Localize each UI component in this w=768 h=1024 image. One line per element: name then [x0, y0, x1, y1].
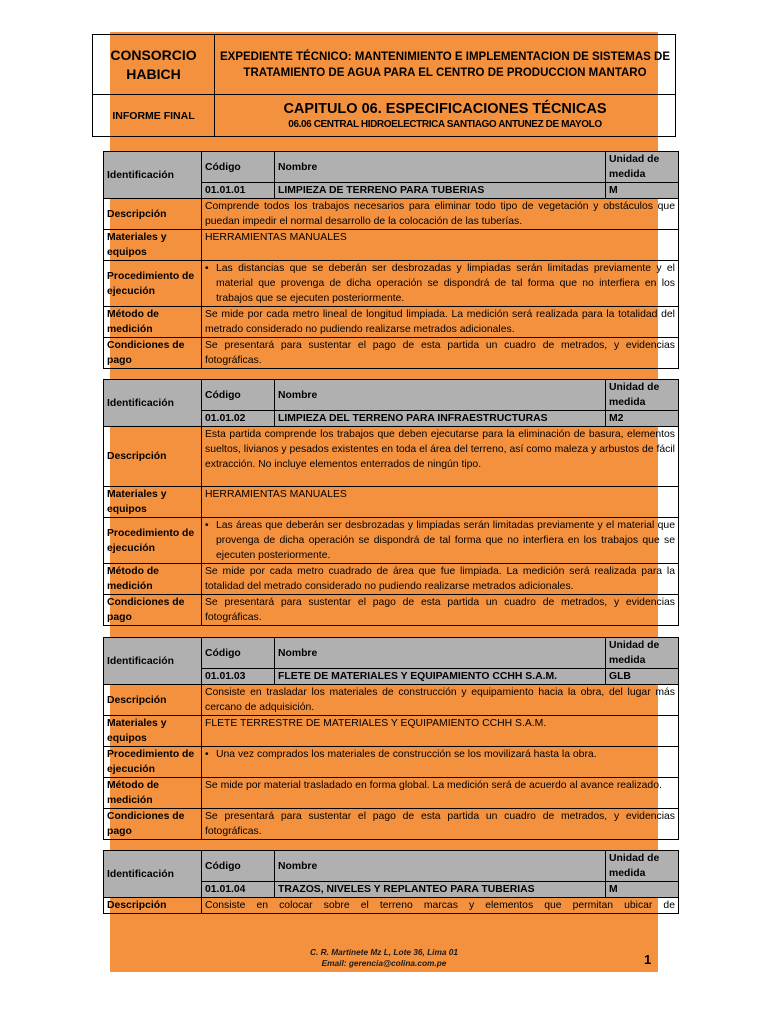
condiciones-text: Se presentará para sustentar el pago de esta partida un cuadro de metrados, y evidencias fotográficas.	[202, 595, 679, 626]
nombre-header: Nombre	[275, 380, 606, 411]
chapter-subtitle: 06.06 CENTRAL HIDROELECTRICA SANTIAGO ANTUNEZ DE MAYOLO	[288, 118, 602, 130]
descripcion-label: Descripción	[104, 898, 202, 914]
procedimiento-cell	[202, 518, 679, 564]
chapter-cell	[215, 95, 676, 137]
company-name: CONSORCIO HABICH	[93, 35, 215, 95]
condiciones-label: Condiciones de pago	[104, 338, 202, 369]
materiales-label: Materiales y equipos	[104, 716, 202, 747]
identificacion-label: Identificación	[104, 380, 202, 427]
chapter-title: CAPITULO 06. ESPECIFICACIONES TÉCNICAS	[283, 100, 607, 117]
item-code: 01.01.02	[202, 411, 275, 427]
nombre-header: Nombre	[275, 152, 606, 183]
metodo-label: Método de medición	[104, 307, 202, 338]
codigo-header: Código	[202, 851, 275, 882]
expediente-title: EXPEDIENTE TÉCNICO: MANTENIMIENTO E IMPLEMENTACION DE SISTEMAS DE TRATAMIENTO DE AGUA PARA EL CENTRO DE PRODUCCION MANTARO	[215, 35, 676, 95]
unidad-header: Unidad de medida	[606, 152, 679, 183]
item-code: 01.01.03	[202, 669, 275, 685]
metodo-text: Se mide por cada metro cuadrado de área que fue limpiada. La medición será realizada para la totalidad del metrado considerado no pudiendo realizarse metrados adicionales.	[202, 564, 679, 595]
codigo-header: Código	[202, 638, 275, 669]
item-code: 01.01.01	[202, 183, 275, 199]
footer-email: Email: gerencia@colina.com.pe	[321, 958, 447, 968]
bullet-icon: •	[205, 520, 209, 531]
item-unit: M	[606, 183, 679, 199]
procedimiento-text: Las distancias que se deberán ser desbrozadas y limpiadas serán limitadas previamente y el material que provenga de dicha operación se dispondrá de tal forma que no interfiera en los trabajos que se ejecuten posteriormente.	[216, 263, 675, 304]
spec-table-01-01-01	[103, 151, 679, 369]
unidad-header: Unidad de medida	[606, 851, 679, 882]
page-number: 1	[644, 952, 652, 967]
item-unit: GLB	[606, 669, 679, 685]
descripcion-text: Consiste en trasladar los materiales de construcción y equipamiento hacia la obra, del lugar más cercano de adquisición.	[202, 685, 679, 716]
procedimiento-label: Procedimiento de ejecución	[104, 518, 202, 564]
item-name: LIMPIEZA DE TERRENO PARA TUBERIAS	[275, 183, 606, 199]
procedimiento-label: Procedimiento de ejecución	[104, 261, 202, 307]
procedimiento-label: Procedimiento de ejecución	[104, 747, 202, 778]
item-unit: M2	[606, 411, 679, 427]
identificacion-label: Identificación	[104, 851, 202, 898]
descripcion-text: Consiste en colocar sobre el terreno marcas y elementos que permitan ubicar de	[202, 898, 679, 914]
item-name: TRAZOS, NIVELES Y REPLANTEO PARA TUBERIAS	[275, 882, 606, 898]
item-name: LIMPIEZA DEL TERRENO PARA INFRAESTRUCTURAS	[275, 411, 606, 427]
bullet-icon: •	[205, 749, 209, 760]
materiales-label: Materiales y equipos	[104, 487, 202, 518]
metodo-text: Se mide por material trasladado en forma global. La medición será de acuerdo al avance realizado.	[202, 778, 679, 809]
document-header	[92, 34, 676, 137]
codigo-header: Código	[202, 380, 275, 411]
item-code: 01.01.04	[202, 882, 275, 898]
item-name: FLETE DE MATERIALES Y EQUIPAMIENTO CCHH S.A.M.	[275, 669, 606, 685]
unidad-header: Unidad de medida	[606, 380, 679, 411]
nombre-header: Nombre	[275, 851, 606, 882]
page-footer	[110, 947, 658, 969]
condiciones-label: Condiciones de pago	[104, 595, 202, 626]
metodo-text: Se mide por cada metro lineal de longitud limpiada. La medición será realizada para la totalidad del metrado considerado no pudiendo realizarse metrados adicionales.	[202, 307, 679, 338]
condiciones-text: Se presentará para sustentar el pago de esta partida un cuadro de metrados, y evidencias fotográficas.	[202, 809, 679, 840]
spec-table-01-01-03	[103, 637, 679, 840]
procedimiento-cell	[202, 261, 679, 307]
bullet-icon: •	[205, 263, 209, 274]
materiales-label: Materiales y equipos	[104, 230, 202, 261]
informe-label: INFORME FINAL	[93, 95, 215, 137]
metodo-label: Método de medición	[104, 778, 202, 809]
footer-address: C. R. Martinete Mz L, Lote 36, Lima 01	[310, 947, 458, 957]
descripcion-text: Esta partida comprende los trabajos que deben ejecutarse para la eliminación de basura, elementos sueltos, livianos y pesados existentes en toda el área del terreno, así como maleza y arbustos de fácil extracción. No incluye elementos enterrados de ningún tipo.	[202, 427, 679, 487]
descripcion-label: Descripción	[104, 427, 202, 487]
condiciones-label: Condiciones de pago	[104, 809, 202, 840]
identificacion-label: Identificación	[104, 152, 202, 199]
descripcion-text: Comprende todos los trabajos necesarios para eliminar todo tipo de vegetación y obstáculos que puedan impedir el normal desarrollo de la colocación de las tuberías.	[202, 199, 679, 230]
codigo-header: Código	[202, 152, 275, 183]
condiciones-text: Se presentará para sustentar el pago de esta partida un cuadro de metrados, y evidencias fotográficas.	[202, 338, 679, 369]
metodo-label: Método de medición	[104, 564, 202, 595]
procedimiento-text: Las áreas que deberán ser desbrozadas y limpiadas serán limitadas previamente y el material que provenga de dicha operación se dispondrá de tal forma que no interfiera en los trabajos que se ejecuten posteriormente.	[216, 520, 675, 561]
materiales-text: FLETE TERRESTRE DE MATERIALES Y EQUIPAMIENTO CCHH S.A.M.	[202, 716, 679, 747]
nombre-header: Nombre	[275, 638, 606, 669]
procedimiento-cell	[202, 747, 679, 778]
materiales-text: HERRAMIENTAS MANUALES	[202, 230, 679, 261]
descripcion-label: Descripción	[104, 199, 202, 230]
materiales-text: HERRAMIENTAS MANUALES	[202, 487, 679, 518]
identificacion-label: Identificación	[104, 638, 202, 685]
spec-table-01-01-02	[103, 379, 679, 626]
item-unit: M	[606, 882, 679, 898]
descripcion-label: Descripción	[104, 685, 202, 716]
procedimiento-text: Una vez comprados los materiales de construcción se los movilizará hasta la obra.	[216, 749, 597, 760]
unidad-header: Unidad de medida	[606, 638, 679, 669]
spec-table-01-01-04	[103, 850, 679, 914]
